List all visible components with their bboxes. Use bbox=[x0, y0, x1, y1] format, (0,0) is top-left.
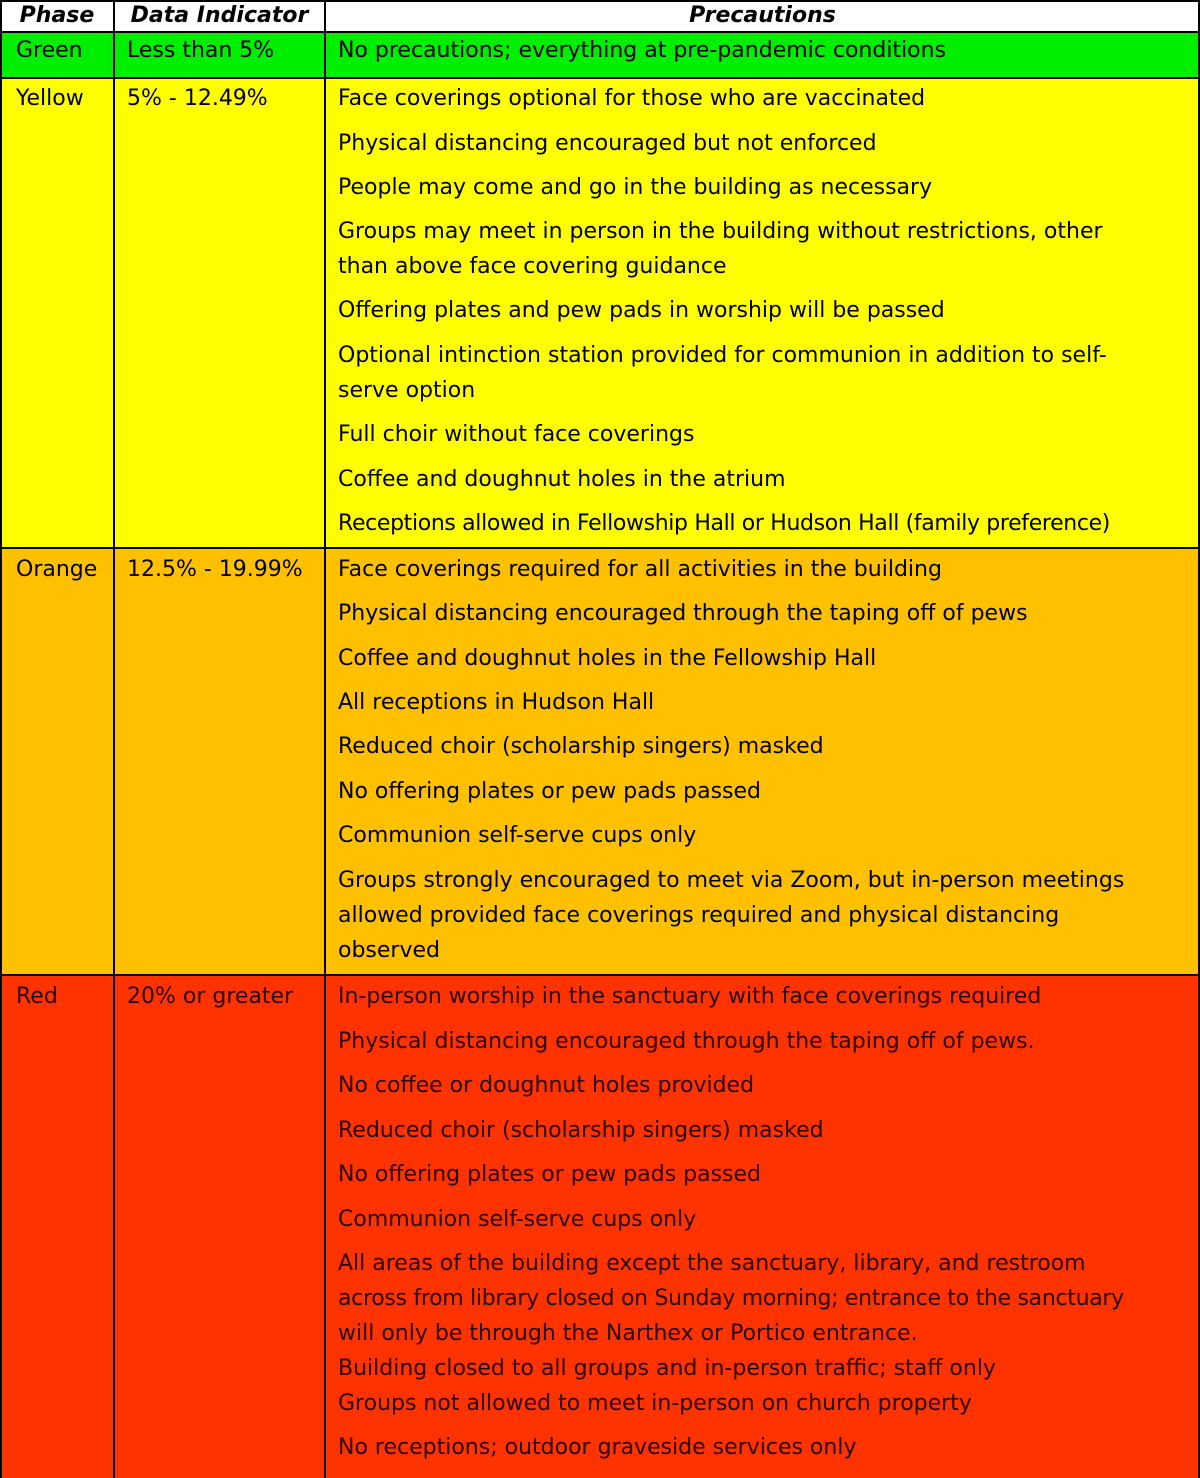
precaution-item: Receptions allowed in Fellowship Hall or Hudson Hall (family preference) bbox=[338, 511, 1111, 536]
header-precautions: Precautions bbox=[689, 3, 836, 28]
precaution-item: Communion self-serve cups only bbox=[338, 1207, 697, 1232]
column-divider-2 bbox=[324, 0, 326, 1478]
precaution-item: Physical distancing encouraged through the taping off of pews bbox=[338, 601, 1028, 626]
column-divider-right bbox=[1198, 0, 1200, 1478]
precaution-item: No precautions; everything at pre-pandemic conditions bbox=[338, 38, 947, 63]
precaution-item: Coffee and doughnut holes in the atrium bbox=[338, 467, 786, 492]
phase-label: Orange bbox=[16, 557, 98, 582]
header-data-indicator: Data Indicator bbox=[130, 3, 309, 28]
precaution-item: All receptions in Hudson Hall bbox=[338, 690, 655, 715]
precaution-item: Face coverings optional for those who are vaccinated bbox=[338, 86, 926, 111]
precaution-item: No receptions; outdoor graveside services only bbox=[338, 1435, 857, 1460]
row-divider-green bbox=[0, 77, 1200, 79]
precaution-item: No offering plates or pew pads passed bbox=[338, 779, 762, 804]
row-divider-yellow bbox=[0, 547, 1200, 549]
phase-row-green bbox=[0, 32, 1200, 78]
precaution-item-continued: will only be through the Narthex or Portico entrance. bbox=[338, 1321, 918, 1346]
header-phase: Phase bbox=[19, 3, 95, 28]
precaution-item: All areas of the building except the sanctuary, library, and restroom bbox=[338, 1251, 1086, 1276]
phase-row-yellow bbox=[0, 78, 1200, 548]
column-divider-1 bbox=[113, 0, 115, 1478]
precaution-item-continued: across from library closed on Sunday morning; entrance to the sanctuary bbox=[338, 1286, 1124, 1311]
precaution-item: No coffee or doughnut holes provided bbox=[338, 1073, 755, 1098]
data-indicator-value: 12.5% - 19.99% bbox=[127, 557, 303, 582]
precaution-item: Reduced choir (scholarship singers) masked bbox=[338, 734, 824, 759]
row-divider-header bbox=[0, 31, 1200, 33]
row-divider-orange bbox=[0, 974, 1200, 976]
precaution-item: People may come and go in the building as necessary bbox=[338, 175, 933, 200]
precaution-item: Physical distancing encouraged through the taping off of pews. bbox=[338, 1029, 1035, 1054]
data-indicator-value: 20% or greater bbox=[127, 984, 294, 1009]
phase-label: Green bbox=[16, 38, 83, 63]
precaution-item-continued: than above face covering guidance bbox=[338, 254, 727, 279]
phase-row-red bbox=[0, 975, 1200, 1478]
precaution-item: Groups strongly encouraged to meet via Zoom, but in-person meetings bbox=[338, 868, 1125, 893]
data-indicator-value: 5% - 12.49% bbox=[127, 86, 268, 111]
precaution-item: Face coverings required for all activities in the building bbox=[338, 557, 942, 582]
precaution-item: Building closed to all groups and in-person traffic; staff only bbox=[338, 1356, 996, 1381]
phase-label: Yellow bbox=[16, 86, 84, 111]
data-indicator-value: Less than 5% bbox=[127, 38, 275, 63]
row-divider-top bbox=[0, 0, 1200, 2]
header-row bbox=[0, 0, 1200, 32]
column-divider-left bbox=[0, 0, 2, 1478]
precaution-item: Physical distancing encouraged but not enforced bbox=[338, 131, 877, 156]
precaution-item-continued: allowed provided face coverings required and physical distancing bbox=[338, 903, 1060, 928]
precaution-item: Offering plates and pew pads in worship will be passed bbox=[338, 298, 945, 323]
precaution-item: Optional intinction station provided for communion in addition to self- bbox=[338, 343, 1107, 368]
precaution-item: In-person worship in the sanctuary with face coverings required bbox=[338, 984, 1042, 1009]
precaution-item-continued: observed bbox=[338, 938, 440, 963]
precaution-item: Reduced choir (scholarship singers) masked bbox=[338, 1118, 824, 1143]
phase-label: Red bbox=[16, 984, 58, 1009]
precaution-item: No offering plates or pew pads passed bbox=[338, 1162, 762, 1187]
precaution-item: Groups may meet in person in the building without restrictions, other bbox=[338, 219, 1103, 244]
precaution-item: Communion self-serve cups only bbox=[338, 823, 697, 848]
precaution-item: Coffee and doughnut holes in the Fellowship Hall bbox=[338, 646, 877, 671]
precaution-item: Full choir without face coverings bbox=[338, 422, 695, 447]
precaution-item: Groups not allowed to meet in-person on church property bbox=[338, 1391, 972, 1416]
phase-row-orange bbox=[0, 548, 1200, 975]
precaution-item-continued: serve option bbox=[338, 378, 476, 403]
